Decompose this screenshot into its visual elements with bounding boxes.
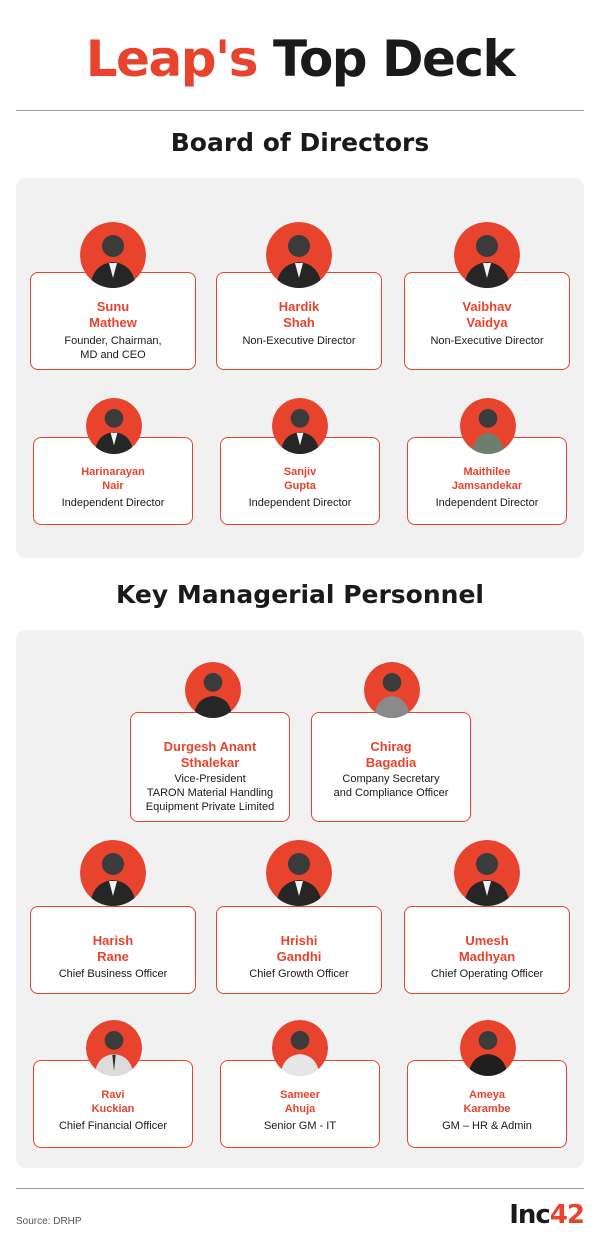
source-note: Source: DRHP [16,1216,82,1227]
kmp-card-durgesh-sthalekar [130,712,290,822]
member-name: Harish Rane [92,933,134,965]
member-role: Non-Executive Director [242,335,356,347]
member-role: Independent Director [248,497,352,509]
avatar [460,1020,516,1076]
member-name: Durgesh Anant Sthalekar [163,739,257,771]
avatar [266,222,332,288]
board-heading: Board of Directors [170,128,430,157]
avatar [86,398,142,454]
page-title [0,30,600,88]
logo-part-1: Inc [509,1200,550,1230]
kmp-card-umesh-madhyan [404,906,570,994]
member-role: Chief Financial Officer [58,1120,167,1132]
avatar [272,398,328,454]
avatar [454,222,520,288]
member-name: Ravi Kuckian [91,1089,135,1115]
avatar [80,840,146,906]
avatar [86,1020,142,1076]
avatar [364,662,420,718]
inc42-logo [509,1200,584,1230]
member-role: Chief Business Officer [58,968,168,980]
title-part-2: Top Deck [272,30,515,88]
member-role: GM – HR & Admin [442,1120,532,1132]
kmp-card-hrishi-gandhi [216,906,382,994]
avatar [454,840,520,906]
avatar [272,1020,328,1076]
member-role: Founder, Chairman, MD and CEO [64,335,162,361]
member-name: Hrishi Gandhi [276,933,322,965]
avatar [460,398,516,454]
member-name: Chirag Bagadia [365,739,417,771]
member-role: Chief Operating Officer [430,968,544,980]
title-divider [16,110,584,111]
member-role: Company Secretary and Compliance Officer [333,773,449,799]
kmp-card-harish-rane [30,906,196,994]
member-name: Sameer Ahuja [280,1089,320,1115]
avatar [185,662,241,718]
member-role: Chief Growth Officer [249,968,349,980]
member-name: Maithilee Jamsandekar [451,466,523,492]
member-name: Umesh Madhyan [458,933,516,965]
member-role: Independent Director [61,497,165,509]
avatar [266,840,332,906]
kmp-heading: Key Managerial Personnel [116,580,484,609]
kmp-card-chirag-bagadia [311,712,471,822]
member-name: Vaibhav Vaidya [462,299,512,331]
member-role: Vice-President TARON Material Handling Equipment Private Limited [145,773,275,813]
member-role: Non-Executive Director [430,335,544,347]
member-name: Sunu Mathew [89,299,137,331]
avatar [80,222,146,288]
title-part-1: Leap's [85,30,258,88]
member-name: Hardik Shah [278,299,320,331]
member-role: Independent Director [435,497,539,509]
footer-divider [16,1188,584,1189]
member-name: Harinarayan Nair [81,466,145,492]
member-role: Senior GM - IT [263,1120,337,1132]
member-name: Ameya Karambe [463,1089,511,1115]
logo-part-2: 42 [549,1200,584,1230]
member-name: Sanjiv Gupta [283,466,317,492]
